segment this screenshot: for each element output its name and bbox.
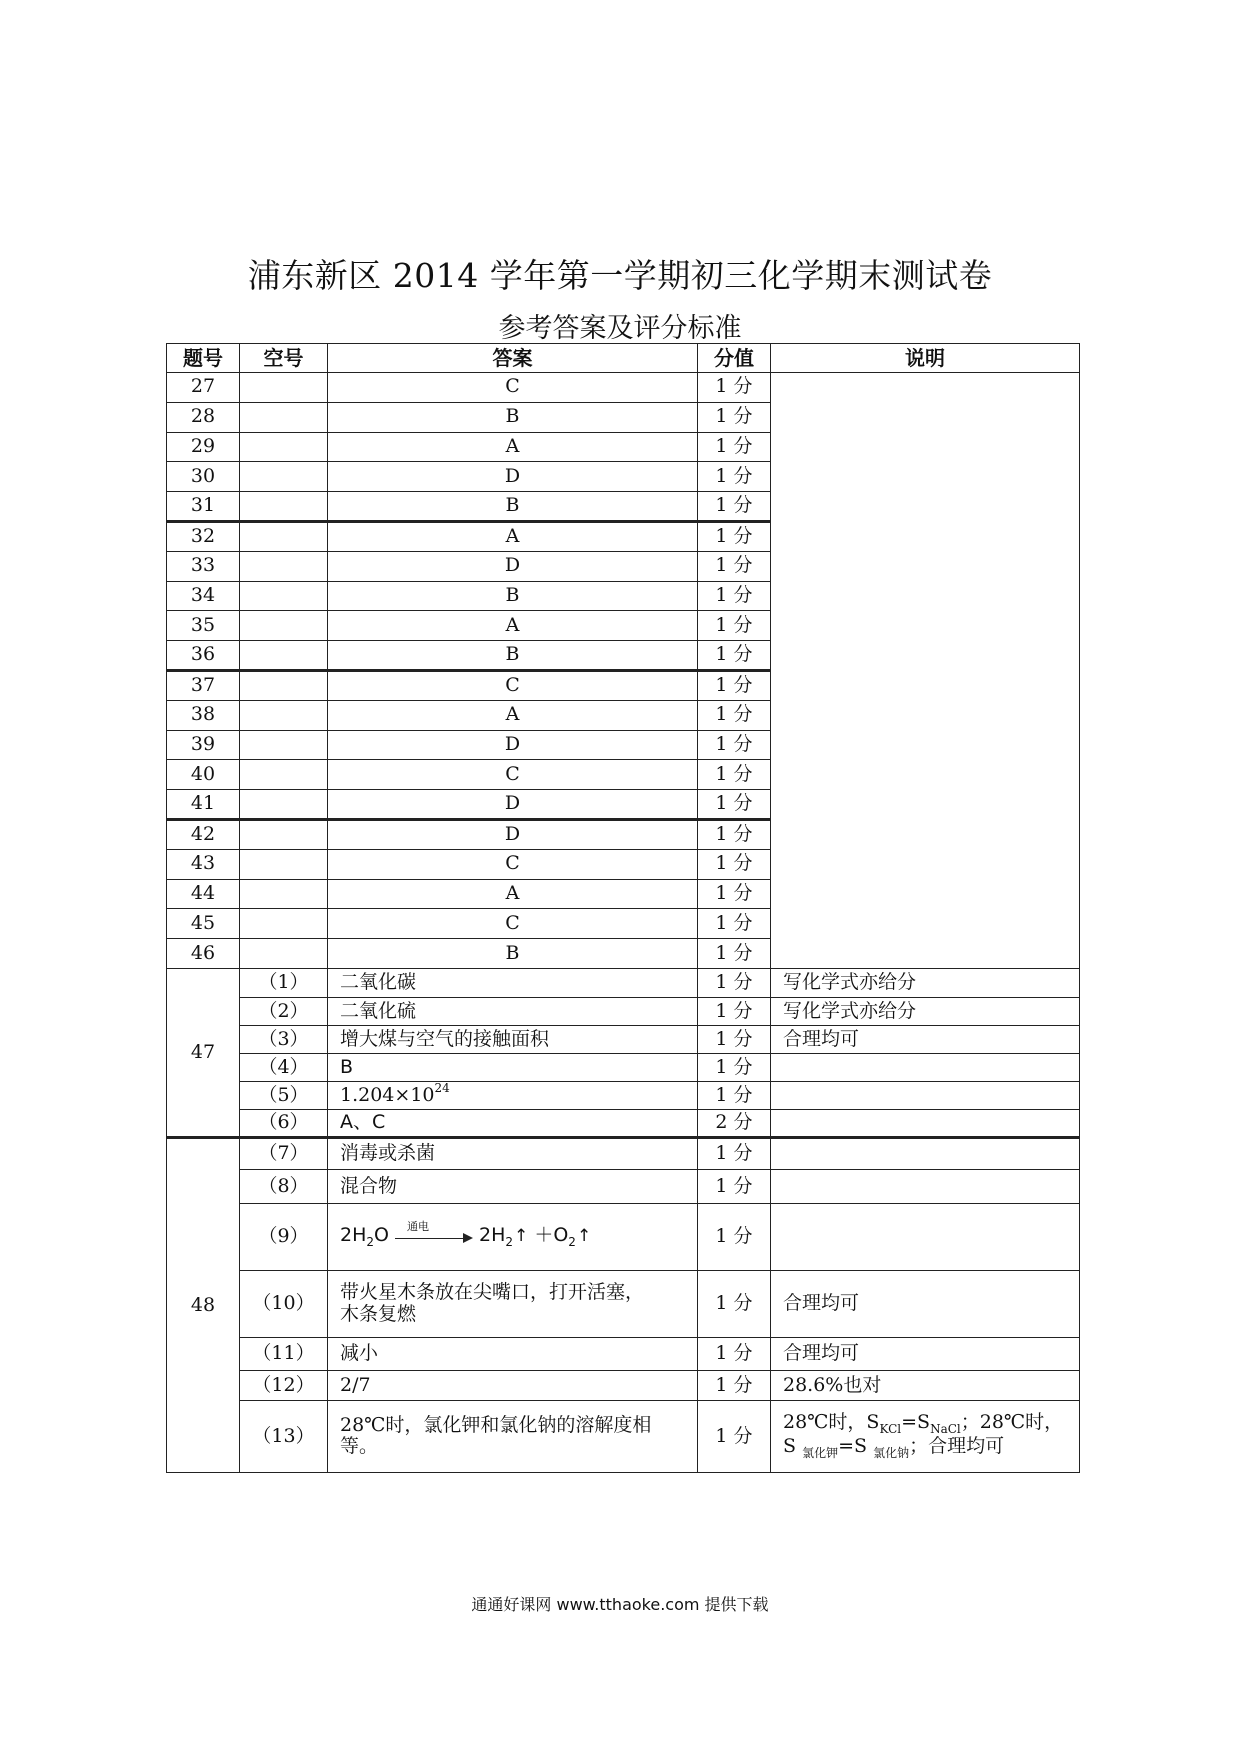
blank-number [240,939,328,969]
blank-number [240,402,328,432]
points-cell: 1 分 [698,939,771,969]
note-cell: 合理均可 [771,1270,1080,1337]
answer-cell: B [328,939,698,969]
points-cell: 1 分 [698,1370,771,1400]
answer-cell: C [328,760,698,790]
blank-number [240,819,328,849]
question-number: 40 [167,760,240,790]
answer-cell: B [328,402,698,432]
header-question-no: 题号 [167,344,240,373]
blank-number [240,760,328,790]
page-footer: 通通好课网 www.tthaoke.com 提供下载 [471,1595,769,1614]
table-row [167,997,1080,1025]
blank-number [240,641,328,671]
points-cell: 1 分 [698,1025,771,1053]
points-cell: 1 分 [698,997,771,1025]
points-cell: 1 分 [698,641,771,671]
blank-number [240,432,328,462]
points-cell: 1 分 [698,373,771,403]
header-points: 分值 [698,344,771,373]
reaction-condition: 通电 [407,1219,429,1233]
answer-cell: B [328,641,698,671]
answer-cell: D [328,730,698,760]
answer-cell: 2/7 [328,1370,698,1400]
answer-cell: C [328,849,698,879]
blank-number: （7） [240,1137,328,1169]
table-row [167,1053,1080,1081]
blank-number: （10） [240,1270,328,1337]
answer-cell: A、C [328,1109,698,1137]
answer-cell: A [328,521,698,551]
table-row [167,1169,1080,1203]
question-number: 37 [167,670,240,700]
table-row [167,1025,1080,1053]
answer-cell: B [328,581,698,611]
answer-cell: B [328,492,698,522]
points-cell: 1 分 [698,670,771,700]
note-cell [771,1400,1080,1472]
question-number: 34 [167,581,240,611]
answer-cell: 二氧化硫 [328,997,698,1025]
points-cell: 1 分 [698,819,771,849]
question-number: 46 [167,939,240,969]
points-cell: 2 分 [698,1109,771,1137]
note-cell [771,1203,1080,1270]
answer-cell: 增大煤与空气的接触面积 [328,1025,698,1053]
answer-cell: A [328,879,698,909]
note-cell: 写化学式亦给分 [771,997,1080,1025]
answer-line-2: 木条复燃 [340,1302,417,1325]
blank-number [240,581,328,611]
note-cell-merged [771,373,1080,969]
question-number: 30 [167,462,240,492]
answer-cell: A [328,432,698,462]
answer-cell: 二氧化碳 [328,968,698,997]
points-cell: 1 分 [698,790,771,820]
question-number: 31 [167,492,240,522]
blank-number [240,790,328,820]
question-number: 28 [167,402,240,432]
points-cell: 1 分 [698,909,771,939]
points-cell: 1 分 [698,1169,771,1203]
question-number: 35 [167,611,240,641]
header-answer: 答案 [328,344,698,373]
points-cell: 1 分 [698,1053,771,1081]
blank-number: （13） [240,1400,328,1472]
points-cell: 1 分 [698,1137,771,1169]
note-cell: 合理均可 [771,1337,1080,1370]
points-cell: 1 分 [698,1081,771,1109]
blank-number: （1） [240,968,328,997]
blank-number [240,492,328,522]
question-number: 42 [167,819,240,849]
equation-cell [328,1203,698,1270]
page-subtitle: 参考答案及评分标准 [498,313,742,344]
table-row [167,1370,1080,1400]
blank-number [240,879,328,909]
points-cell: 1 分 [698,1203,771,1270]
note-cell: 28.6%也对 [771,1370,1080,1400]
points-cell: 1 分 [698,1400,771,1472]
electrolysis-equation [340,1219,592,1250]
note-cell [771,1109,1080,1137]
answer-line-1: 带火星木条放在尖嘴口，打开活塞， [340,1281,645,1304]
blank-number [240,849,328,879]
points-cell: 1 分 [698,879,771,909]
answer-cell: 28℃时，氯化钾和氯化钠的溶解度相等。 [328,1400,698,1472]
table-row [167,1137,1080,1169]
table-row [167,968,1080,997]
answer-cell: D [328,551,698,581]
reactant: $2H_2O$ [340,1223,389,1249]
answer-cell [328,1270,698,1337]
blank-number [240,611,328,641]
answer-cell: B [328,1053,698,1081]
blank-number: （6） [240,1109,328,1137]
blank-number [240,700,328,730]
blank-number: （8） [240,1169,328,1203]
points-cell: 1 分 [698,492,771,522]
table-row [167,1109,1080,1137]
blank-number: （2） [240,997,328,1025]
answer-cell: D [328,790,698,820]
points-cell: 1 分 [698,521,771,551]
table-header-row [167,344,1080,373]
answer-cell: 减小 [328,1337,698,1370]
answer-cell: 混合物 [328,1169,698,1203]
points-cell: 1 分 [698,968,771,997]
points-cell: 1 分 [698,402,771,432]
blank-number [240,551,328,581]
note-cell [771,1169,1080,1203]
table-row [167,1203,1080,1270]
points-cell: 1 分 [698,760,771,790]
answer-table [166,343,1080,1473]
answer-cell: D [328,819,698,849]
question-number: 39 [167,730,240,760]
table-row [167,373,1080,403]
question-number: 29 [167,432,240,462]
blank-number [240,670,328,700]
blank-number: （4） [240,1053,328,1081]
table-row [167,1270,1080,1337]
points-cell: 1 分 [698,1270,771,1337]
reaction-arrow [395,1219,473,1249]
note-cell [771,1137,1080,1169]
question-number: 33 [167,551,240,581]
note-line-1: 28℃时，$S_{KCl}=S_{NaCl}$；28℃时， [783,1410,1064,1436]
header-blank-no: 空号 [240,344,328,373]
blank-number: （12） [240,1370,328,1400]
question-number: 36 [167,641,240,671]
header-notes: 说明 [771,344,1080,373]
question-number: 27 [167,373,240,403]
points-cell: 1 分 [698,700,771,730]
question-number: 45 [167,909,240,939]
points-cell: 1 分 [698,462,771,492]
products: $2H_2↑$ $+O_2↑$ [479,1223,592,1249]
question-number: 43 [167,849,240,879]
table-row [167,1400,1080,1472]
selection-rows [167,373,1080,969]
points-cell: 1 分 [698,432,771,462]
page-title: 浦东新区 2014 学年第一学期初三化学期末测试卷 [247,256,993,295]
note-cell: 合理均可 [771,1025,1080,1053]
table-row [167,1081,1080,1109]
question-number: 48 [167,1137,240,1472]
answer-cell: $1.204\times 10^{24}$ [328,1081,698,1109]
blank-number: （9） [240,1203,328,1270]
blank-number [240,462,328,492]
blank-number: （3） [240,1025,328,1053]
answer-cell: A [328,700,698,730]
question-number: 41 [167,790,240,820]
blank-number [240,521,328,551]
answer-cell: 消毒或杀菌 [328,1137,698,1169]
note-line-2: S $_{氯化钾}$=S $_{氯化钠}$；合理均可 [783,1435,1005,1461]
note-cell: 写化学式亦给分 [771,968,1080,997]
question-48-rows [167,1137,1080,1472]
answer-cell: A [328,611,698,641]
note-cell [771,1081,1080,1109]
answer-cell: C [328,373,698,403]
points-cell: 1 分 [698,551,771,581]
question-number: 44 [167,879,240,909]
answer-cell: C [328,909,698,939]
points-cell: 1 分 [698,1337,771,1370]
question-number: 38 [167,700,240,730]
question-number: 32 [167,521,240,551]
points-cell: 1 分 [698,581,771,611]
blank-number [240,730,328,760]
blank-number [240,909,328,939]
question-47-rows [167,968,1080,1137]
points-cell: 1 分 [698,730,771,760]
blank-number: （5） [240,1081,328,1109]
points-cell: 1 分 [698,849,771,879]
blank-number [240,373,328,403]
answer-cell: C [328,670,698,700]
note-cell [771,1053,1080,1081]
table-row [167,1337,1080,1370]
question-number: 47 [167,968,240,1137]
points-cell: 1 分 [698,611,771,641]
blank-number: （11） [240,1337,328,1370]
answer-cell: D [328,462,698,492]
